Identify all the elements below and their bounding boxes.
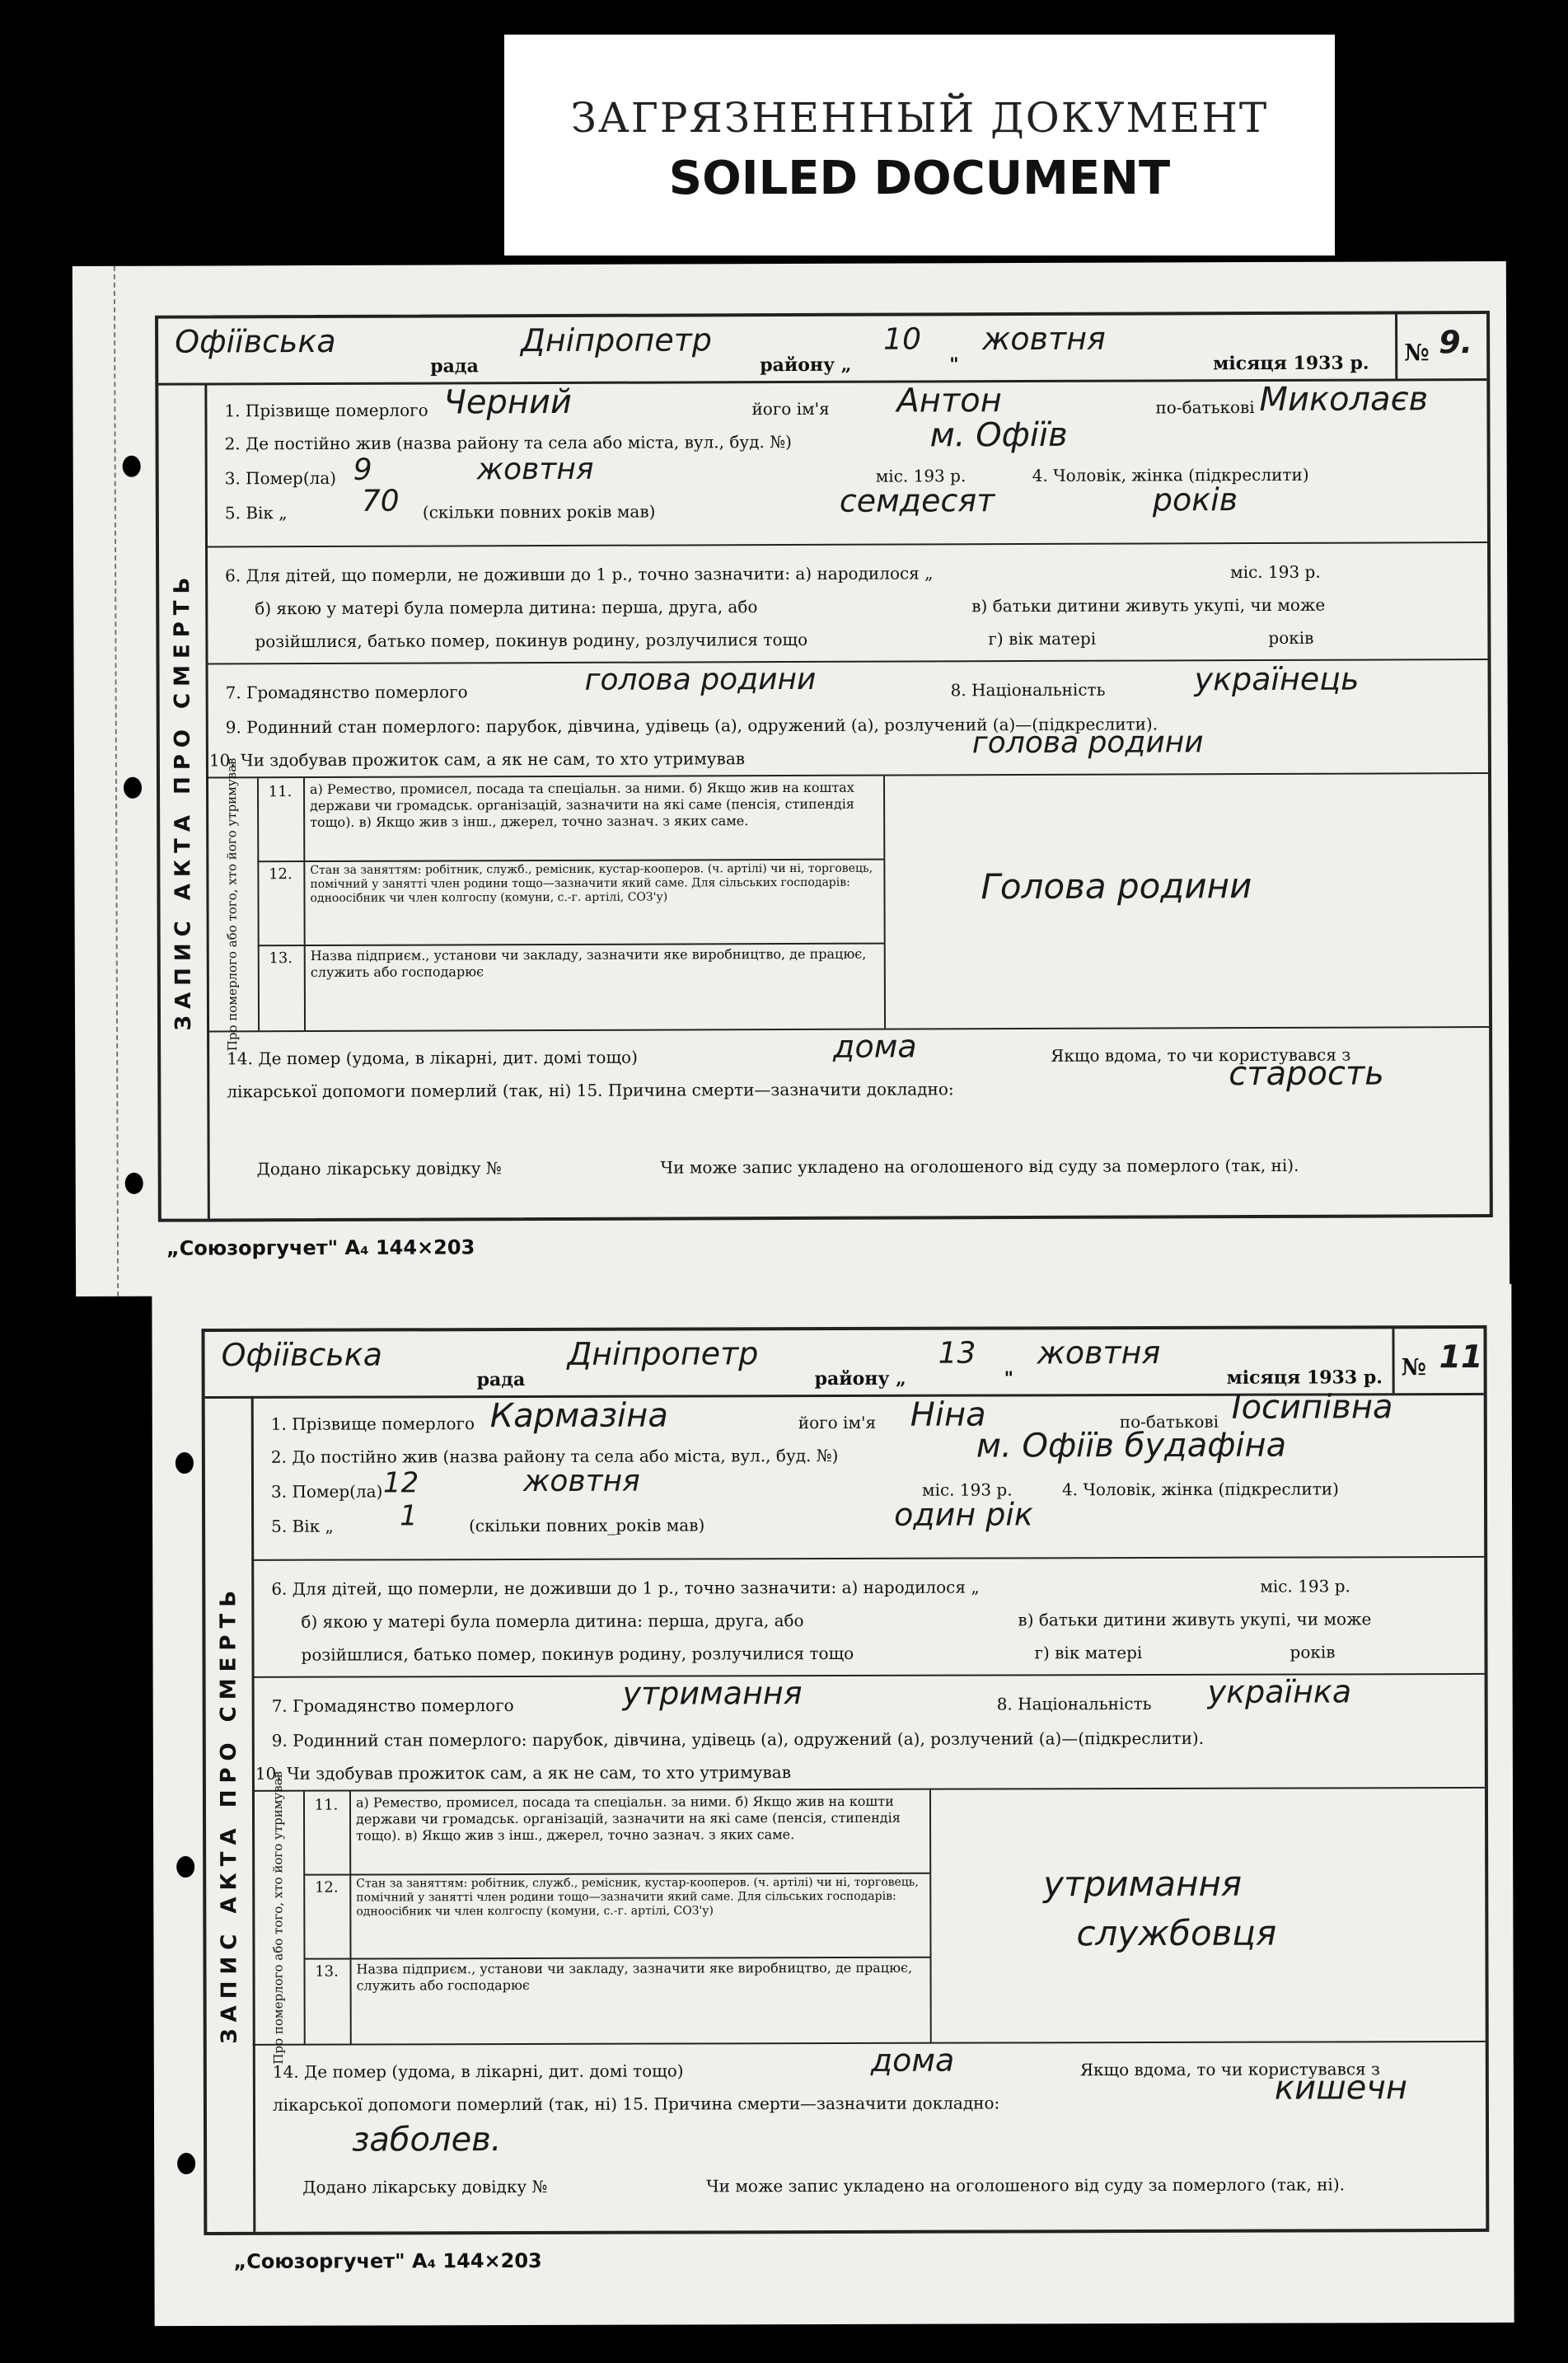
patronymic-handwritten: Іосипівна [1231,1388,1393,1427]
patronymic-handwritten: Миколаєв [1259,380,1429,420]
print-footer: „Союзоргучет" А₄ 144×203 [233,2248,542,2273]
death-record-sheet-1 [73,261,1509,1296]
row-14 [227,1044,1351,1069]
grid-row-12-text: Стан за заняттям: робітник, служб., ремісник, кустар-кооперов. (ч. артілі) чи ні, торговець, помічний у занятті член родини тощо—зазначити який саме. Для сільських господарів: одноосібник чи член колгоспу (комуни, с.-г. артілі, СОЗ'у) [356,1875,919,1919]
month-handwritten: жовтня [982,320,1106,358]
row-14b: лікарської допомоги померлий (так, ні) 15. Причина смерти—зазначити докладно: [227,1079,954,1102]
grid-row-12 [303,1873,929,1960]
sex-label: 4. Чоловік, жінка (підкреслити) [1032,464,1309,485]
residence-handwritten: м. Офіїв [929,415,1068,455]
supported-by-handwritten: голова родини [971,725,1204,761]
certificate-label: Додано лікарську довідку № [302,2176,548,2197]
number-sign: № [1404,339,1430,367]
cause-of-death-handwritten: кишечн [1274,2069,1408,2107]
row-6a [225,561,1321,586]
name-label: його ім'я [751,398,830,420]
citizenship-handwritten: голова родини [584,662,817,697]
quote-mark: " [1004,1367,1014,1390]
number-sign: № [1401,1353,1427,1381]
grid-row-13-text: Назва підприєм., установи чи закладу, зазначити яке виробництво, де працює, служить або господарює [356,1959,913,1994]
row-added [256,1155,1299,1179]
punch-hole [177,2153,195,2174]
grid-row-13 [303,1957,929,2044]
name-handwritten: Ніна [910,1395,986,1434]
day-handwritten: 10 [883,322,922,357]
side-title: ЗАПИС АКТА ПРО СМЕРТЬ [170,570,197,1031]
cause-of-death-handwritten: старость [1229,1054,1384,1094]
court-declaration-label: Чи може запис укладено на оголошеного від суду за померлого (так, ні). [706,2174,1346,2197]
label-english: SOILED DOCUMENT [668,152,1171,205]
row-14 [272,2059,1380,2082]
death-record-form-1 [155,311,1493,1222]
age-unit-handwritten: років [1152,481,1238,518]
medical-help-label: Якщо вдома, то чи користувався з [1051,1044,1351,1066]
age-label: 5. Вік „ [224,503,288,523]
month-year-label: місяця 1933 р. [1213,352,1369,375]
grid-row-13-text: Назва підприєм., установи чи закладу, зазначити яке виробництво, де працює, служить або господарює [310,945,867,981]
day-handwritten: 13 [938,1336,976,1371]
form-body [204,378,1490,1218]
row-9: 9. Родинний стан померлого: парубок, дівчина, удівець (а), одружений (а), розлучений (а)—(підкреслити). [271,1728,1205,1751]
died-month-year-label: міс. 193 р. [921,1479,1013,1500]
rada-label: рада [430,355,479,377]
row-6b [255,594,1326,619]
record-number-cell [1395,314,1486,378]
nationality-label: 8. Національність [996,1693,1152,1714]
nationality-handwritten: українка [1207,1673,1352,1710]
grid-row-13 [258,943,884,1031]
side-title-column [205,1396,256,2232]
child-order-label: б) якою у матері була померла дитина: перша, друга, або [255,597,758,619]
punch-hole [176,1856,194,1878]
grid-vertical-divider [883,776,886,1029]
record-number-handwritten: 11 [1439,1338,1483,1376]
month-year-label: місяця 1933 р. [1226,1367,1383,1389]
place-of-death-handwritten: дома [870,2042,955,2079]
cause-of-death-handwritten-line-2: заболев. [352,2121,502,2159]
punch-hole [124,777,142,799]
nationality-label: 8. Національність [950,679,1106,701]
occupation-handwritten: утримання [1043,1863,1243,1905]
grid-side-label: Про померлого або того, хто його утримував [223,757,241,1052]
surname-handwritten: Кармазіна [489,1396,668,1436]
perforation-line [114,266,119,1296]
died-label: 3. Помер(ла) [224,467,337,489]
citizenship-label: 7. Громадянство померлого [271,1695,514,1716]
divider [205,542,1487,547]
died-month-handwritten: жовтня [476,452,594,487]
row-10: 10. Чи здобував прожиток сам, а як не сам, то хто утримував [255,1762,791,1784]
death-record-form-2 [201,1325,1489,2235]
raionu-label: району „ [760,354,852,377]
child-born-month-label: міс. 193 р. [1260,1576,1350,1596]
grid-row-11 [257,776,883,863]
grid-row-12-text: Стан за заняттям: робітник, служб., ремісник, кустар-кооперов. (ч. артілі) чи ні, торговець, помічний у занятті член родини тощо—зазначити який саме. Для сільських господарів: одноосібник чи член колгоспу (комуни, с.-г. артілі, СОЗ'у) [310,861,873,906]
place-of-death-label: 14. Де помер (удома, в лікарні, дит. домі тощо) [227,1047,638,1069]
died-day-handwritten: 12 [382,1466,419,1500]
age-number-handwritten: 1 [400,1499,418,1533]
place-of-death-label: 14. Де помер (удома, в лікарні, дит. домі тощо) [272,2061,684,2082]
row-10: 10. Чи здобував прожиток сам, а як не сам, то хто утримував [208,748,746,771]
grid-row-11-number: 11. [303,1792,351,1874]
age-label: 5. Вік „ [271,1516,334,1536]
form-body [251,1388,1486,2232]
patronymic-label: по-батькові [1155,397,1255,418]
row-6c [255,627,1314,652]
divider [251,1556,1484,1561]
punch-hole [176,1452,194,1474]
grid-side-label: Про померлого або того, хто його утримував [269,1770,286,2065]
grid-vertical-divider [929,1790,932,2042]
child-born-month-label: міс. 193 р. [1230,561,1321,583]
punch-hole [123,456,141,477]
print-footer: „Союзоргучет" А₄ 144×203 [166,1235,475,1260]
row-14b: лікарської допомоги померлий (так, ні) 15. Причина смерти—зазначити докладно: [272,2093,1000,2115]
surname-label: 1. Прізвище померлого [224,400,428,421]
form-header [158,314,1486,386]
age-number-handwritten: 70 [361,484,400,518]
surname-handwritten: Черний [443,382,573,422]
child-born-label: 6. Для дітей, що померли, не доживши до 1 р., точно зазначити: а) народилося „ [271,1577,980,1599]
court-declaration-label: Чи може запис укладено на оголошеного від суду за померлого (так, ні). [660,1155,1299,1178]
rada-label: рада [476,1368,526,1391]
nationality-handwritten: українець [1194,660,1360,698]
row-6c [301,1642,1336,1665]
surname-label: 1. Прізвище померлого [270,1414,475,1434]
month-handwritten: жовтня [1037,1334,1161,1371]
row-5 [271,1515,705,1536]
grid-row-11-text: а) Ремество, промисел, посада та спеціальн. за ними. б) Якщо жив на коштах держави чи громадськ. організацій, зазначити на які саме (пенсія, стипендія тощо). в) Якщо жив з інш., джерел, точно зазнач. з яких саме. [310,779,854,831]
mother-age-years-label: років [1290,1642,1336,1662]
age-hint: (скільки повних років мав) [422,501,656,523]
sex-label: 4. Чоловік, жінка (підкреслити) [1061,1479,1339,1500]
certificate-label: Додано лікарську довідку № [256,1158,502,1179]
patronymic-label: по-батькові [1119,1411,1219,1432]
district-handwritten: Дніпропетр [521,321,713,359]
citizenship-label: 7. Громадянство померлого [225,682,468,703]
name-handwritten: Антон [896,382,1002,420]
row-added [302,2174,1346,2197]
row-6b [301,1609,1372,1632]
district-handwritten: Дніпропетр [567,1335,759,1372]
residence-handwritten: м. Офіїв будафіна [976,1426,1287,1465]
medical-help-label: Якщо вдома, то чи користувався з [1079,2059,1380,2080]
grid-row-13-number: 13. [258,945,306,1030]
citizenship-handwritten: утримання [622,1675,803,1712]
age-hint: (скільки повних_років мав) [469,1515,705,1536]
died-month-handwritten: жовтня [522,1464,640,1498]
age-words-handwritten: семдесят [839,482,995,519]
grid-side-column [252,1770,306,2065]
side-title: ЗАПИС АКТА ПРО СМЕРТЬ [216,1583,242,2044]
record-number-handwritten: 9. [1439,324,1473,361]
mother-age-label: г) вік матері [988,628,1097,649]
side-title-column [158,382,210,1218]
parents-separated-label: розійшлися, батько помер, покинув родину, розлучилися тощо [301,1643,854,1665]
mother-age-label: г) вік матері [1034,1643,1143,1663]
death-record-sheet-2 [152,1284,1514,2326]
grid-row-12-number: 12. [257,860,305,945]
died-day-handwritten: 9 [353,452,372,487]
grid-row-11-text: а) Ремество, промисел, посада та спеціальн. за ними. б) Якщо жив на кошти держави чи громадськ. організацій, зазначити на які саме (пенсія, стипендія тощо). в) Якщо жив з інш., джерел, точно зазнач. з яких саме. [355,1793,901,1844]
parents-status-label: в) батьки дитини живуть укупі, чи може [1018,1609,1372,1630]
child-order-label: б) якою у матері була померла дитина: перша, друга, або [301,1610,804,1632]
row-2: 2. До постійно жив (назва району та села або міста, вул., буд. №) [270,1445,839,1467]
grid-row-11-number: 11. [257,778,305,860]
died-label: 3. Помер(ла) [270,1481,383,1502]
parents-separated-label: розійшлися, батько помер, покинув родину, розлучилися тощо [255,629,808,652]
grid-row-12-number: 12. [303,1874,351,1958]
occupation-handwritten: Голова родини [981,865,1252,907]
council-handwritten: Офіївська [175,322,336,360]
quote-mark: " [949,354,959,376]
occupation-handwritten-line-2: службовця [1076,1912,1277,1954]
grid-row-13-number: 13. [303,1958,351,2044]
row-6a [271,1576,1350,1599]
grid-row-11 [303,1790,929,1876]
grid-side-column [206,757,260,1052]
row-9: 9. Родинний стан померлого: парубок, дівчина, удівець (а), одружений (а), розлучений (а)—(підкреслити). [225,714,1158,738]
place-of-death-handwritten: дома [833,1028,917,1065]
raionu-label: району „ [814,1367,906,1390]
grid-row-12 [257,859,883,947]
label-russian: ЗАГРЯЗНЕННЫЙ ДОКУМЕНТ [570,94,1269,142]
soiled-document-label [504,35,1335,256]
mother-age-years-label: років [1268,627,1314,648]
parents-status-label: в) батьки дитини живуть укупі, чи може [971,594,1326,617]
record-number-cell [1392,1329,1483,1393]
name-label: його ім'я [798,1412,877,1433]
died-month-year-label: міс. 193 р. [875,466,967,486]
child-born-label: 6. Для дітей, що померли, не доживши до 1 р., точно зазначити: а) народилося „ [225,563,934,586]
council-handwritten: Офіївська [221,1336,383,1373]
age-words-handwritten: один рік [894,1496,1033,1533]
punch-hole [125,1173,143,1194]
row-2: 2. Де постійно жив (назва району та села або міста, вул., буд. №) [224,431,792,454]
